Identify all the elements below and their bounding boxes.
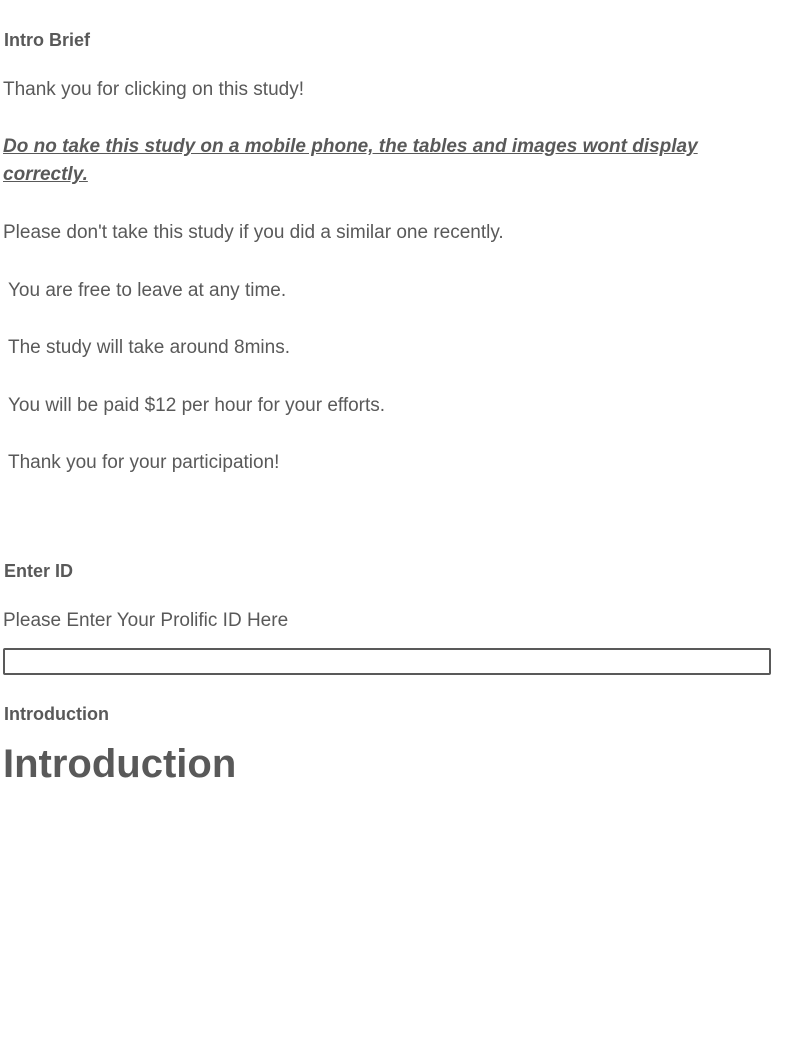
prolific-id-prompt: Please Enter Your Prolific ID Here <box>3 610 289 631</box>
prolific-id-input[interactable] <box>3 648 771 675</box>
introduction-label: Introduction <box>4 704 109 724</box>
duration-text: The study will take around 8mins. <box>8 337 290 358</box>
introduction-heading: Introduction <box>3 742 237 786</box>
intro-brief-label: Intro Brief <box>4 30 91 50</box>
thanks-click-text: Thank you for clicking on this study! <box>3 79 304 100</box>
free-to-leave-text: You are free to leave at any time. <box>8 280 287 301</box>
mobile-warning-text: Do no take this study on a mobile phone, the tables and images wont display correctly. <box>3 136 698 185</box>
enter-id-label: Enter ID <box>4 561 74 581</box>
thanks-participation-text: Thank you for your participation! <box>8 452 280 473</box>
no-repeat-text: Please don't take this study if you did a similar one recently. <box>3 222 504 243</box>
payment-text: You will be paid $12 per hour for your efforts. <box>8 395 386 416</box>
